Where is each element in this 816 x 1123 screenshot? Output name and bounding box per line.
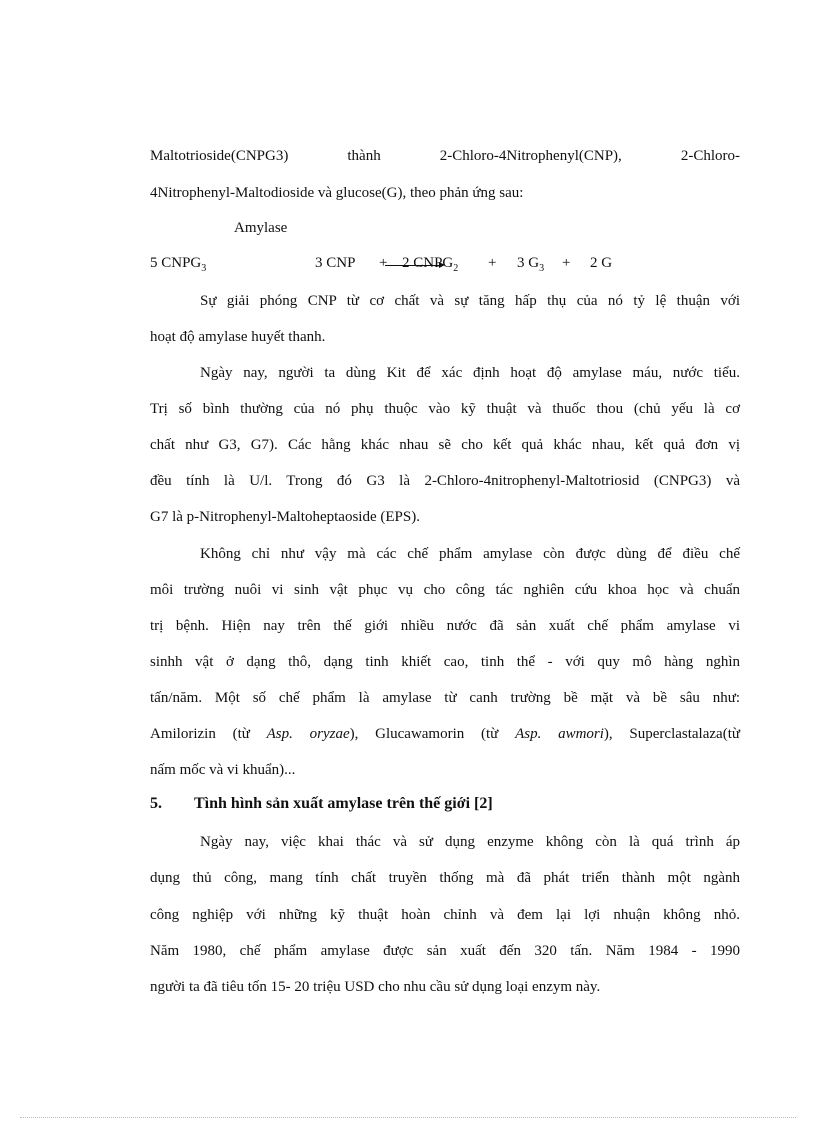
paragraph-4-line-4: sinhh vật ở dạng thô, dạng tinh khiết cao, tinh thể - với quy mô hàng nghìn bbox=[150, 654, 740, 670]
species-asp-awmori: Asp. awmori bbox=[515, 726, 604, 742]
reaction-plus-3: + bbox=[562, 255, 571, 271]
paragraph-4-line-6-part-a: Amilorizin (từ bbox=[150, 726, 267, 742]
paragraph-3-line-4: đều tính là U/l. Trong đó G3 là 2-Chloro-4nitrophenyl-Maltotriosid (CNPG3) và bbox=[150, 473, 740, 489]
reaction-equation bbox=[150, 252, 650, 276]
paragraph-2-line-2: hoạt độ amylase huyết thanh. bbox=[150, 329, 326, 345]
reaction-product-2: 2 $CNPG_2$ bbox=[402, 255, 459, 274]
reaction-product-3: 3 $G_3$ bbox=[517, 255, 545, 274]
species-asp-oryzae: Asp. oryzae bbox=[266, 726, 350, 742]
paragraph-1-line-2: 4Nitrophenyl-Maltodioside và glucose(G), theo phản ứng sau: bbox=[150, 185, 524, 201]
paragraph-4-line-1: Không chỉ như vậy mà các chế phẩm amylase còn được dùng để điều chế bbox=[200, 546, 740, 562]
paragraph-3-line-3: chất như G3, G7). Các hằng khác nhau sẽ cho kết quả khác nhau, kết quả đơn vị bbox=[150, 437, 740, 453]
page-bottom-divider bbox=[20, 1117, 796, 1118]
paragraph-2-line-1: Sự giải phóng CNP từ cơ chất và sự tăng hấp thụ của nó tỷ lệ thuận với bbox=[200, 293, 740, 309]
reaction-enzyme-label: Amylase bbox=[234, 220, 288, 236]
paragraph-4-line-6-part-e: ), Superclastalaza(từ bbox=[603, 726, 740, 742]
paragraph-4-line-6-part-c: ), Glucawamorin (từ bbox=[349, 726, 516, 742]
reaction-product-1: 3 CNP bbox=[315, 255, 356, 271]
reaction-plus-2: + bbox=[488, 255, 497, 271]
paragraph-4-line-3: trị bệnh. Hiện nay trên thế giới nhiều nước đã sản xuất chế phẩm amylase vi bbox=[150, 618, 740, 634]
reaction-plus-1: + bbox=[379, 255, 388, 271]
paragraph-5-line-5: người ta đã tiêu tốn 15- 20 triệu USD cho nhu cầu sử dụng loại enzym này. bbox=[150, 979, 601, 995]
paragraph-3-line-5: G7 là p-Nitrophenyl-Maltoheptaoside (EPS). bbox=[150, 509, 420, 525]
paragraph-5-line-1: Ngày nay, việc khai thác và sử dụng enzyme không còn là quá trình áp bbox=[200, 834, 740, 850]
reaction-product-4: 2 G bbox=[590, 255, 613, 271]
paragraph-4-line-7: nấm mốc và vi khuẩn)... bbox=[150, 762, 296, 778]
section-title: Tình hình sản xuất amylase trên thế giới [2] bbox=[194, 795, 493, 812]
paragraph-5-line-3: công nghiệp với những kỹ thuật hoàn chỉnh và đem lại lợi nhuận không nhỏ. bbox=[150, 907, 740, 923]
paragraph-5-line-4: Năm 1980, chế phẩm amylase được sản xuất đến 320 tấn. Năm 1984 - 1990 bbox=[150, 943, 740, 959]
paragraph-4-line-5: tấn/năm. Một số chế phẩm là amylase từ canh trường bề mặt và bề sâu như: bbox=[150, 690, 740, 706]
paragraph-5-line-2: dụng thủ công, mang tính chất truyền thống mà đã phát triển thành một ngành bbox=[150, 870, 740, 886]
paragraph-3-line-1: Ngày nay, người ta dùng Kit để xác định hoạt độ amylase máu, nước tiểu. bbox=[200, 365, 740, 381]
paragraph-4-line-6 bbox=[150, 724, 740, 744]
paragraph-1-line-1: Maltotrioside(CNPG3) thành 2-Chloro-4Nitrophenyl(CNP), 2-Chloro- bbox=[150, 148, 740, 164]
paragraph-3-line-2: Trị số bình thường của nó phụ thuộc vào kỹ thuật và thuốc thou (chủ yếu là cơ bbox=[150, 401, 740, 417]
reaction-reactant: 5 $CNPG_3$ bbox=[150, 255, 207, 274]
section-number: 5. bbox=[150, 795, 162, 812]
paragraph-4-line-2: môi trường nuôi vi sinh vật phục vụ cho công tác nghiên cứu khoa học và chuẩn bbox=[150, 582, 740, 598]
